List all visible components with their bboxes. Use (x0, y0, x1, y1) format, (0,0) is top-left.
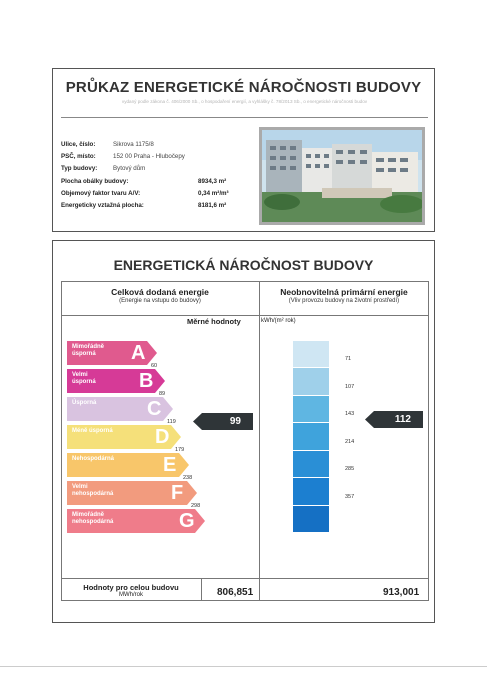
delivered-value: 99 (229, 416, 241, 427)
class-letter: E (163, 454, 177, 476)
class-label: Mimořádně úsporná (72, 344, 105, 357)
factor-label: Objemový faktor tvaru A/V: (61, 190, 141, 197)
primary-threshold: 143 (345, 411, 355, 418)
class-letter: B (139, 370, 154, 392)
city-value: 152 00 Praha - Hlubočepy (113, 153, 185, 160)
certificate-subtitle: vydaný podle zákona č. 406/2000 Sb., o hospodaření energií, a vyhlášky č. 78/2013 Sb., o energetické náročnosti budov (121, 99, 368, 104)
class-label: Méně úsporná (72, 428, 113, 434)
table-left-rule (61, 281, 62, 601)
primary-scale-segment (293, 341, 329, 367)
delivered-head: Celková dodaná energie (111, 287, 209, 297)
table-top-rule (61, 281, 429, 282)
primary-marker (365, 411, 423, 428)
footer-primary-value: 913,001 (383, 587, 420, 598)
header-panel (52, 68, 435, 232)
city-label: PSČ, místo: (61, 153, 96, 160)
primary-scale-segment (293, 423, 329, 449)
primary-scale-segment (293, 451, 329, 477)
primary-scale-segment (293, 506, 329, 532)
area-value: 8934,3 m² (198, 178, 227, 185)
primary-threshold: 357 (345, 493, 355, 500)
primary-scale-segment (293, 396, 329, 422)
primary-head: Neobnovitelná primární energie (280, 287, 408, 297)
class-label: Nehospodárná (72, 456, 115, 462)
class-threshold: 119 (167, 419, 176, 425)
class-d (67, 425, 181, 449)
table-mid-rule (259, 281, 260, 601)
class-c (67, 397, 173, 421)
footer-unit: MWh/rok (119, 592, 143, 598)
class-b (67, 369, 165, 393)
area-label: Plocha obálky budovy: (61, 178, 129, 185)
footer-label: Hodnoty pro celou budovu (83, 583, 179, 592)
class-g (67, 509, 205, 533)
energy-table (61, 281, 429, 601)
type-value: Bytový dům (113, 165, 146, 172)
footer-label-group (61, 583, 201, 598)
class-label: Mimořádně nehospodárná (72, 512, 114, 525)
footer-delivered-value: 806,851 (217, 587, 254, 598)
table-right-rule (428, 281, 429, 601)
delivered-marker (193, 413, 253, 430)
primary-threshold: 285 (345, 466, 355, 473)
delivered-sub: (Energie na vstupu do budovy) (119, 298, 201, 304)
primary-scale (293, 341, 355, 533)
class-threshold: 238 (183, 475, 193, 481)
divider (61, 117, 428, 118)
unit-label: kWh/(m² rok) (261, 318, 296, 324)
primary-value: 112 (394, 414, 411, 425)
class-letter: C (147, 398, 162, 420)
primary-threshold: 214 (345, 438, 355, 445)
primary-threshold: 71 (345, 356, 352, 363)
street-label: Ulice, číslo: (61, 141, 96, 148)
delivered-header (61, 287, 259, 304)
primary-threshold: 107 (345, 383, 355, 390)
class-label: Velmi nehospodárná (72, 484, 114, 497)
class-label: Velmi úsporná (72, 372, 96, 385)
class-letter: D (155, 426, 170, 448)
table-head-rule (61, 315, 429, 316)
energy-title: ENERGETICKÁ NÁROČNOST BUDOVY (113, 257, 374, 273)
floor-value: 8181,6 m² (198, 202, 227, 209)
floor-label: Energeticky vztažná plocha: (61, 202, 144, 209)
type-label: Typ budovy: (61, 165, 98, 172)
class-threshold: 60 (151, 363, 158, 369)
class-letter: A (131, 342, 146, 364)
primary-scale-segment (293, 478, 329, 504)
class-letter: F (171, 482, 184, 504)
class-threshold: 298 (191, 503, 201, 509)
primary-header (259, 287, 429, 304)
factor-value: 0,34 m²/m³ (198, 190, 229, 197)
energy-panel (52, 240, 435, 623)
footer-divider (201, 578, 202, 600)
table-foot-rule (61, 578, 429, 579)
class-a (67, 341, 157, 365)
page-bottom-rule (0, 666, 487, 667)
street-value: Sikrova 1175/8 (113, 141, 154, 148)
primary-scale-segment (293, 368, 329, 394)
class-f (67, 481, 197, 505)
table-bottom-rule (61, 600, 429, 601)
delivered-marker-shape (193, 413, 253, 430)
class-label: Úsporná (72, 400, 97, 406)
class-threshold: 179 (175, 447, 185, 453)
certificate-title: PRŮKAZ ENERGETICKÉ NÁROČNOSTI BUDOVY (65, 79, 422, 96)
class-letter: G (179, 510, 195, 532)
class-threshold: 89 (159, 391, 166, 397)
class-e (67, 453, 189, 477)
specific-values-label: Měrné hodnoty (187, 317, 241, 326)
building-photo (259, 127, 425, 225)
primary-sub: (Vliv provozu budovy na životní prostředí) (288, 298, 400, 304)
